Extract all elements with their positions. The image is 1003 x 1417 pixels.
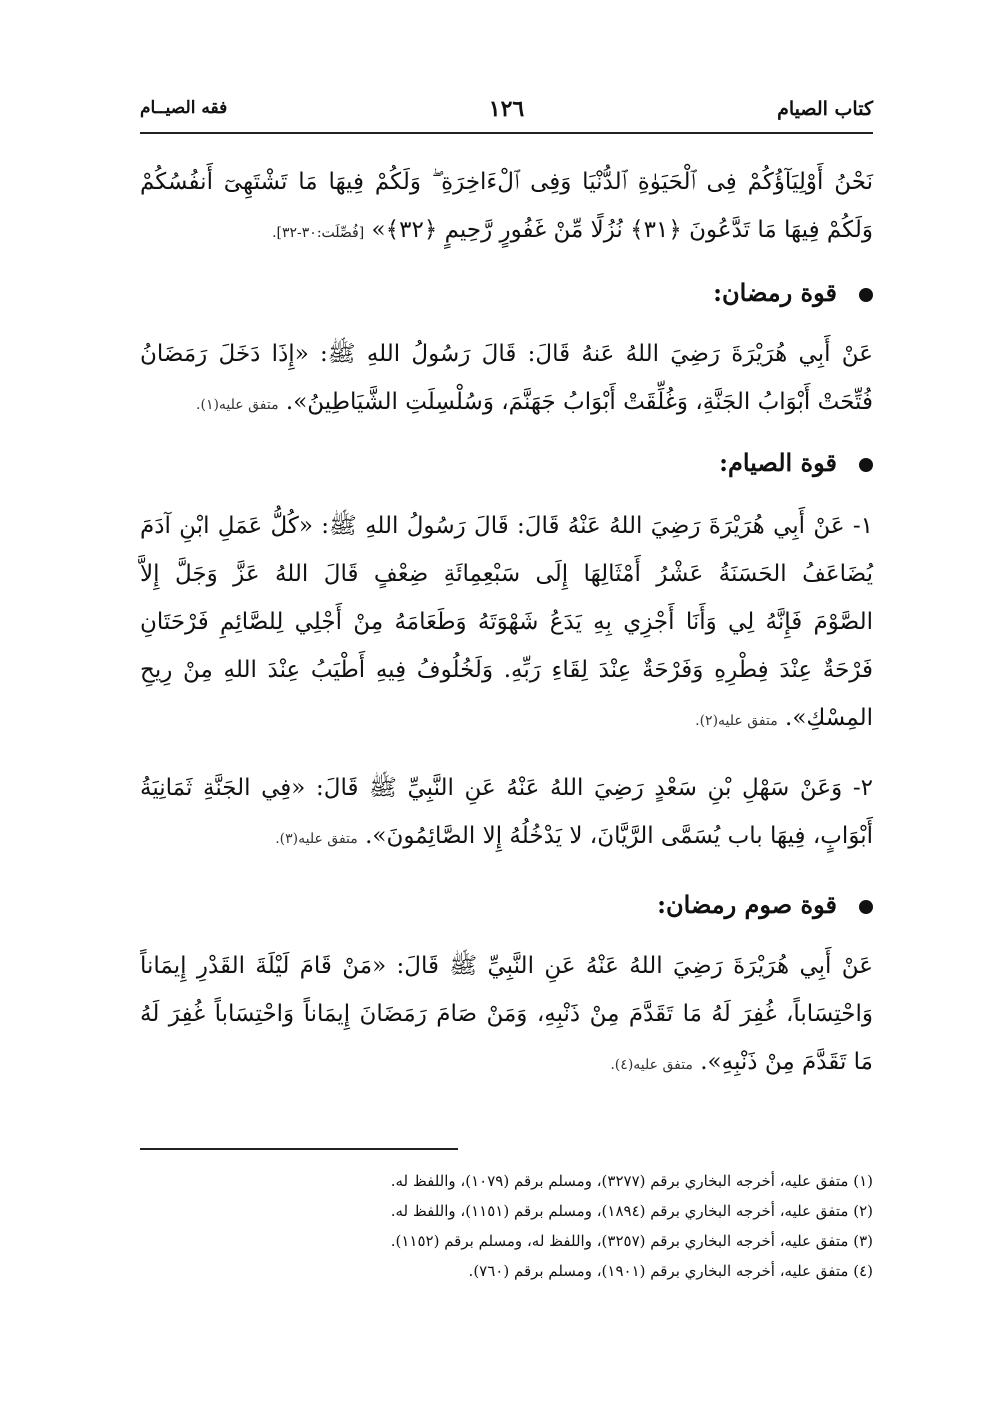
page-header xyxy=(140,96,873,134)
hadith-ramadan xyxy=(140,330,873,426)
footnotes xyxy=(140,1166,873,1286)
agreed-note: متفق عليه(٢). xyxy=(695,713,778,729)
hadith-line xyxy=(140,378,873,426)
page-number: ١٢٦ xyxy=(488,96,525,122)
verse-line-2-text: وَلَكُمْ فِيهَا مَا تَدَّعُونَ ﴿٣١﴾ نُزُلًا مِّنْ غَفُورٍ رَّحِيمٍ ﴿٣٢﴾» xyxy=(371,217,873,243)
hadith-line: عَنْ أَبِي هُرَيْرَةَ رَضِيَ اللهُ عَنهُ قَالَ: قَالَ رَسُولُ اللهِ ﷺ: «إِذَا دَخَلَ رَمَضَانُ xyxy=(140,341,873,367)
hadith-fasting-1 xyxy=(140,502,873,742)
hadith-line xyxy=(140,812,873,860)
verse-line-1: نَحْنُ أَوْلِيَآؤُكُمْ فِى ٱلْحَيَوٰةِ ٱلدُّنْيَا وَفِى ٱلْءَاخِرَةِ ۖ وَلَكُمْ فِيهَا مَا تَشْتَهِىٓ أَنفُسُكُمْ xyxy=(140,169,873,195)
hadith-line: فَرْحَةٌ عِنْدَ فِطْرِهِ وَفَرْحَةٌ عِنْدَ لِقَاءِ رَبِّهِ. وَلَخُلُوفُ فِيهِ أَطْيَبُ عِنْدَ اللهِ مِنْ رِيحِ xyxy=(140,657,873,683)
hadith-fasting-2 xyxy=(140,764,873,860)
hadith-line: الصَّوْمَ فَإِنَّهُ لِي وَأَنَا أَجْزِي بِهِ يَدَعُ شَهْوَتَهُ وَطَعَامَهُ مِنْ أَجْلِي لِلصَّائِمِ فَرْحَتَانِ xyxy=(140,609,873,635)
bullet-icon xyxy=(859,458,873,472)
hadith-line xyxy=(140,694,873,742)
footnote: (٢) متفق عليه، أخرجه البخاري برقم (١٨٩٤)، ومسلم برقم (١١٥١)، واللفظ له. xyxy=(390,1202,873,1220)
heading-text: قوة الصيام: xyxy=(719,448,837,477)
hadith-line: يُضَاعَفُ الحَسَنَةُ عَشْرُ أَمْثَالِهَا إِلَى سَبْعِمِائَةِ ضِعْفٍ قَالَ اللهُ عَزَّ وَجَلَّ إِلاَّ xyxy=(140,561,873,587)
hadith-line xyxy=(140,1038,873,1086)
verse-line-2 xyxy=(140,206,873,254)
hadith-line: وَاحْتِسَاباً، غُفِرَ لَهُ مَا تَقَدَّمَ مِنْ ذَنْبِهِ، وَمَنْ صَامَ رَمَضَانَ إِيمَاناً وَاحْتِسَاباً غُفِرَ لَهُ xyxy=(140,1001,873,1027)
footnote-divider xyxy=(140,1148,458,1150)
hadith-line-text: المِسْكِ». xyxy=(785,705,873,731)
agreed-note: متفق عليه(١). xyxy=(196,397,279,413)
hadith-line: ٢- وَعَنْ سَهْلِ بْنِ سَعْدٍ رَضِيَ اللهُ عَنْهُ عَنِ النَّبِيِّ ﷺ قَالَ: «فِي الجَنَّةِ ثَمَانِيَةُ xyxy=(140,775,873,801)
verse-reference: [فُصِّلَت:٣٠-٣٢]. xyxy=(272,225,365,241)
heading-ramadan-fast-strength xyxy=(140,890,873,930)
hadith-line: ١- عَنْ أَبِي هُرَيْرَةَ رَضِيَ اللهُ عَنْهُ قَالَ: قَالَ رَسُولُ اللهِ ﷺ: «كُلُّ عَمَلِ ابْنِ آدَمَ xyxy=(140,513,873,539)
footnote: (٣) متفق عليه، أخرجه البخاري برقم (٣٢٥٧)، واللفظ له، ومسلم برقم (١١٥٢). xyxy=(390,1232,873,1250)
heading-fasting-strength xyxy=(140,448,873,488)
quran-verse xyxy=(140,158,873,254)
agreed-note: متفق عليه(٤). xyxy=(610,1057,693,1073)
bullet-icon xyxy=(859,288,873,302)
heading-text: قوة صوم رمضان: xyxy=(657,890,837,919)
footnote: (١) متفق عليه، أخرجه البخاري برقم (٣٢٧٧)، ومسلم برقم (١٠٧٩)، واللفظ له. xyxy=(390,1172,873,1190)
heading-ramadan-strength xyxy=(140,278,873,318)
hadith-line-text: أَبْوَابٍ، فِيهَا باب يُسَمَّى الرَّيَّانَ، لا يَدْخُلُهُ إِلا الصَّائِمُونَ». xyxy=(365,823,873,849)
footnote: (٤) متفق عليه، أخرجه البخاري برقم (١٩٠١)، ومسلم برقم (٧٦٠). xyxy=(468,1262,873,1280)
hadith-line: عَنْ أَبِي هُرَيْرَةَ رَضِيَ اللهُ عَنْهُ عَنِ النَّبِيِّ ﷺ قَالَ: «مَنْ قَامَ لَيْلَةَ القَدْرِ إِيمَاناً xyxy=(140,953,873,979)
hadith-line-text: فُتِّحَتْ أَبْوَابُ الجَنَّةِ، وَغُلِّقَتْ أَبْوَابُ جَهَنَّمَ، وَسُلْسِلَتِ الشَّيَاطِينُ». xyxy=(285,389,873,415)
hadith-ramadan-fast xyxy=(140,942,873,1086)
hadith-line-text: مَا تَقَدَّمَ مِنْ ذَنْبِهِ». xyxy=(700,1049,873,1075)
agreed-note: متفق عليه(٣). xyxy=(275,831,358,847)
book-title: كتاب الصيام xyxy=(777,98,873,120)
bullet-icon xyxy=(859,900,873,914)
heading-text: قوة رمضان: xyxy=(713,278,837,307)
section-title: فقه الصيــام xyxy=(140,98,228,118)
